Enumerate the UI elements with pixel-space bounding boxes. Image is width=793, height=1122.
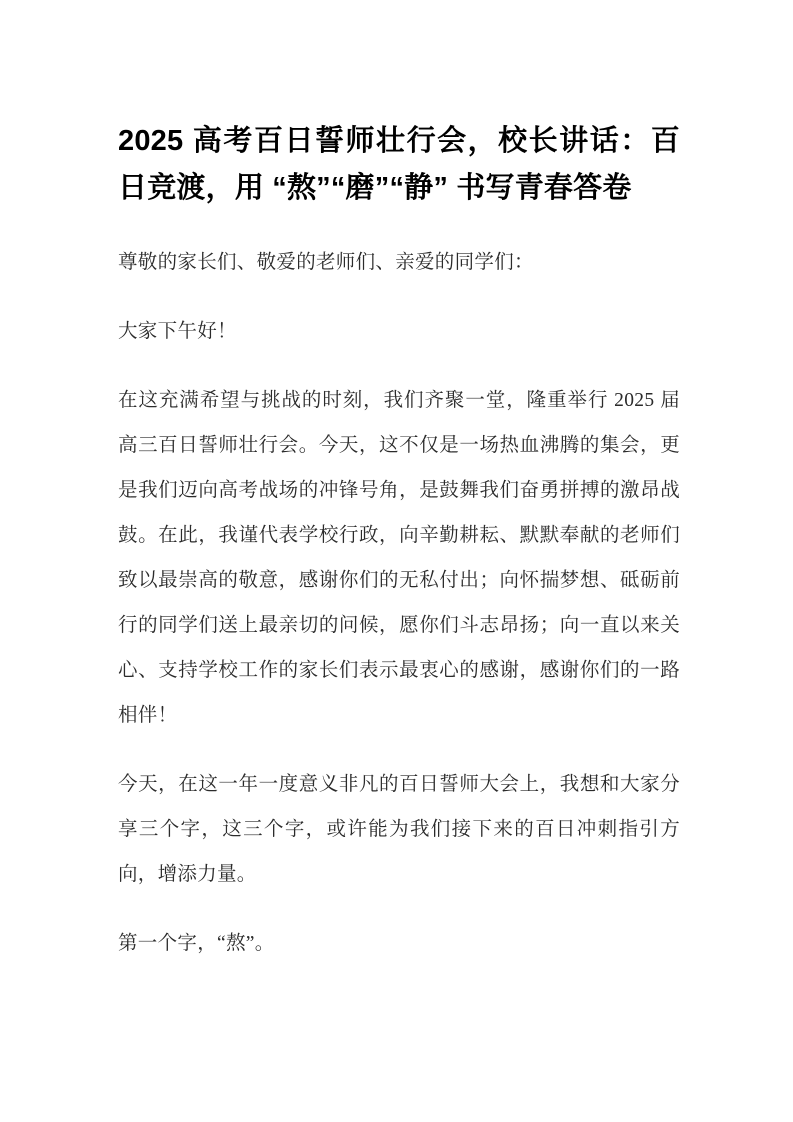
- document-title: 2025 高考百日誓师壮行会，校长讲话：百日竞渡，用 “熬”“磨”“静” 书写青春答卷: [118, 125, 680, 204]
- greeting-paragraph: 大家下午好！: [118, 321, 237, 342]
- body-paragraph-three-words-intro: 今天，在这一年一度意义非凡的百日誓师大会上，我想和大家分享三个字，这三个字，或许能为我们接下来的百日冲刺指引方向，增添力量。: [118, 774, 680, 885]
- salutation-paragraph: 尊敬的家长们、敬爱的老师们、亲爱的同学们：: [118, 252, 534, 273]
- body-paragraph-opening: 在这充满希望与挑战的时刻，我们齐聚一堂，隆重举行 2025 届高三百日誓师壮行会。今天，这不仅是一场热血沸腾的集会，更是我们迈向高考战场的冲锋号角，是鼓舞我们奋勇拼搏的激昂战鼓。在此，我谨代表学校行政，向辛勤耕耘、默默奉献的老师们致以最崇高的敬意，感谢你们的无私付出；向怀揣梦想、砥砺前行的同学们送上最亲切的问候，愿你们斗志昂扬；向一直以来关心、支持学校工作的家长们表示最衷心的感谢，感谢你们的一路相伴！: [118, 390, 680, 726]
- body-paragraph-first-word: 第一个字，“熬”。: [118, 933, 275, 954]
